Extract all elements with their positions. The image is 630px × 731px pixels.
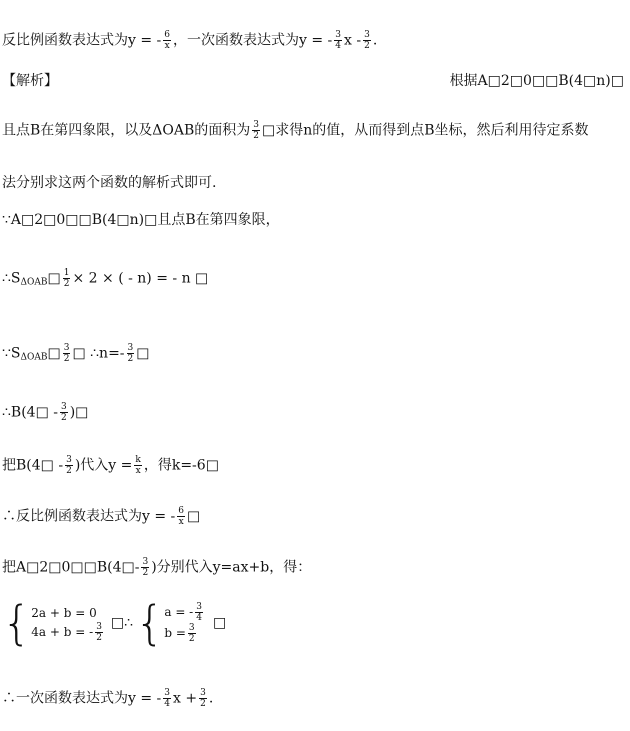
numerator: 6 xyxy=(178,506,185,516)
denominator: 4 xyxy=(164,699,171,709)
numerator: 3 xyxy=(63,343,70,353)
text: ∴反比例函数表达式为y = - xyxy=(2,508,176,525)
denominator: 2 xyxy=(142,568,149,578)
therefore-mark: □∴ xyxy=(110,615,134,631)
text: ，得k=-6□ xyxy=(143,457,219,474)
denominator: 2 xyxy=(127,354,134,364)
fraction xyxy=(141,557,149,578)
fraction xyxy=(252,120,260,141)
denominator: 2 xyxy=(66,466,72,476)
fraction xyxy=(63,268,71,289)
answer-text-3: x - xyxy=(344,32,362,49)
answer-text-4: . xyxy=(372,32,378,49)
denominator: 4 xyxy=(335,41,342,51)
numerator: 3 xyxy=(364,30,370,40)
denominator: 2 xyxy=(200,699,206,709)
numerator: 3 xyxy=(96,621,102,632)
fraction xyxy=(95,622,103,643)
denominator: 2 xyxy=(60,413,67,423)
text: 且点B在第四象限，以及ΔOAB的面积为 xyxy=(2,122,251,139)
equation-system xyxy=(2,596,227,650)
denominator: 2 xyxy=(364,41,370,51)
text: 把B(4□ - xyxy=(2,457,64,474)
system-left xyxy=(31,604,105,643)
text: )分别代入y=ax+b，得： xyxy=(151,559,312,576)
text: □ ∴n=- xyxy=(72,345,125,362)
solution-row xyxy=(164,602,205,623)
fraction xyxy=(199,688,207,709)
analysis-line-method: 法分别求这两个函数的解析式即可. xyxy=(2,175,217,191)
point-b-line xyxy=(2,402,88,423)
subscript: ΔOAB xyxy=(20,352,48,363)
numerator: 3 xyxy=(164,688,171,698)
left-brace-icon: { xyxy=(2,596,32,650)
numerator: 3 xyxy=(60,402,67,412)
text: 把A□2□0□□B(4□- xyxy=(2,559,140,576)
end-mark: □ xyxy=(212,615,227,631)
equation-row: 2a + b = 0 xyxy=(31,605,97,620)
denominator: 2 xyxy=(63,354,70,364)
text: □ xyxy=(136,345,150,362)
denominator: x xyxy=(178,517,184,527)
fraction xyxy=(363,30,371,51)
denominator: 2 xyxy=(96,632,102,643)
analysis-intro: 根据A□2□0□□B(4□n)□ xyxy=(449,73,624,89)
fraction xyxy=(65,455,73,476)
numerator: 3 xyxy=(335,30,342,40)
fraction xyxy=(334,30,342,51)
numerator: 3 xyxy=(196,602,202,612)
text: □ xyxy=(187,508,201,525)
fraction xyxy=(134,455,141,476)
numerator: 3 xyxy=(188,623,195,633)
fraction xyxy=(163,30,171,51)
denominator: x xyxy=(135,466,141,476)
text: 4a + b = - xyxy=(31,624,94,639)
equation-row xyxy=(31,622,105,643)
fraction xyxy=(163,688,171,709)
substitute-ab-line xyxy=(2,557,311,578)
numerator: 3 xyxy=(142,557,149,567)
denominator: 2 xyxy=(188,634,195,644)
text: × 2 × ( - n) = - n □ xyxy=(72,270,209,287)
fraction xyxy=(63,343,71,364)
text: )代入y = xyxy=(74,457,133,474)
text: )□ xyxy=(69,404,89,421)
denominator: 2 xyxy=(253,131,260,141)
analysis-label: 【解析】 xyxy=(2,73,58,89)
answer-text-1: 反比例函数表达式为y = - xyxy=(2,32,162,49)
solution-line-given: ∵A□2□0□□B(4□n)□且点B在第四象限， xyxy=(2,212,280,228)
numerator: 3 xyxy=(127,343,134,353)
fraction xyxy=(127,343,135,364)
linear-function-result xyxy=(2,688,213,709)
denominator: x xyxy=(164,41,170,51)
text: ∴S xyxy=(2,270,21,287)
fraction xyxy=(60,402,68,423)
text: □ xyxy=(47,270,61,287)
text: . xyxy=(208,690,214,707)
analysis-line xyxy=(2,120,589,141)
inverse-function-result xyxy=(2,506,200,527)
fraction xyxy=(195,602,203,623)
answer-line xyxy=(2,30,377,51)
text: □ xyxy=(47,345,61,362)
subscript: ΔOAB xyxy=(20,277,48,288)
text: a = - xyxy=(164,605,194,619)
area-expression xyxy=(2,268,208,292)
numerator: 3 xyxy=(200,688,206,698)
text: □求得n的值，从而得到点B坐标，然后利用待定系数 xyxy=(262,122,589,139)
text: x + xyxy=(173,690,198,707)
fraction xyxy=(188,623,196,644)
denominator: 2 xyxy=(63,279,70,289)
numerator: 6 xyxy=(164,30,171,40)
text: b = xyxy=(164,626,186,640)
answer-text-2: ，一次函数表达式为y = - xyxy=(173,32,333,49)
text: ∵S xyxy=(2,345,21,362)
numerator: 3 xyxy=(253,120,260,130)
substitute-k-line xyxy=(2,455,219,476)
numerator: k xyxy=(135,455,141,465)
numerator: 3 xyxy=(66,455,72,465)
text: ∴一次函数表达式为y = - xyxy=(2,690,162,707)
fraction xyxy=(177,506,185,527)
left-brace-icon: { xyxy=(135,596,165,650)
system-right xyxy=(164,602,205,644)
text: ∴B(4□ - xyxy=(2,404,58,421)
numerator: 1 xyxy=(63,268,70,278)
denominator: 4 xyxy=(196,613,202,623)
n-value-line xyxy=(2,343,150,367)
solution-row xyxy=(164,623,205,644)
